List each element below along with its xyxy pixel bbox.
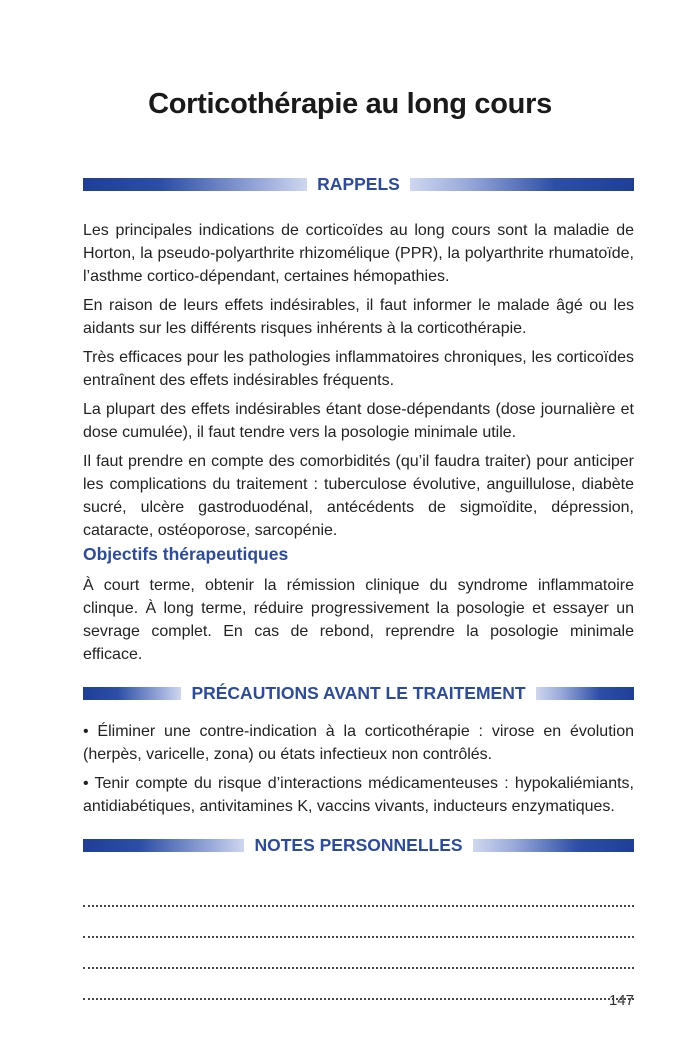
objectifs-body xyxy=(83,574,634,672)
objectifs-heading: Objectifs thérapeutiques xyxy=(83,544,289,564)
header-bar-left xyxy=(83,178,307,191)
rappels-paragraph: Les principales indications de corticoïdes au long cours sont la maladie de Horton, la pseudo-polyarthrite rhizomélique (PPR), la polyarthrite rhumatoïde, l’asthme cortico-dépendant, certaines hémopathies. xyxy=(83,222,634,285)
note-line[interactable] xyxy=(83,969,634,1000)
header-bar-right xyxy=(536,687,634,700)
section-header-notes xyxy=(83,833,634,857)
rappels-body xyxy=(83,219,634,548)
header-bar-right xyxy=(410,178,634,191)
note-line[interactable] xyxy=(83,876,634,907)
section-heading-notes: NOTES PERSONNELLES xyxy=(254,834,463,855)
note-line[interactable] xyxy=(83,907,634,938)
header-bar-left xyxy=(83,687,181,700)
section-header-rappels xyxy=(83,172,634,196)
page-number: 147 xyxy=(608,992,634,1009)
section-heading-rappels: RAPPELS xyxy=(317,173,400,194)
header-bar-right xyxy=(473,839,634,852)
rappels-paragraph: En raison de leurs effets indésirables, il faut informer le malade âgé ou les aidants sur les différents risques inhérents à la corticothérapie. xyxy=(83,297,634,337)
rappels-paragraph: Très efficaces pour les pathologies inflammatoires chroniques, les corticoïdes entraînent des effets indésirables fréquents. xyxy=(83,349,634,389)
section-heading-precautions: PRÉCAUTIONS AVANT LE TRAITEMENT xyxy=(191,682,526,703)
notes-lines xyxy=(83,876,634,1000)
objectifs-paragraph: À court terme, obtenir la rémission clinique du syndrome inflammatoire clinque. À long terme, réduire progressivement la posologie et essayer un sevrage complet. En cas de rebond, reprendre la posologie minimale efficace. xyxy=(83,577,634,663)
precautions-item: • Éliminer une contre-indication à la corticothérapie : virose en évolution (herpès, varicelle, zona) ou états infectieux non contrôlés. xyxy=(83,723,634,763)
page-title: Corticothérapie au long cours xyxy=(148,88,552,120)
section-header-precautions xyxy=(83,681,634,705)
precautions-item: • Tenir compte du risque d’interactions médicamenteuses : hypokaliémiants, antidiabétiques, antivitamines K, vaccins vivants, inducteurs enzymatiques. xyxy=(83,775,634,815)
note-line[interactable] xyxy=(83,938,634,969)
rappels-paragraph: Il faut prendre en compte des comorbidités (qu’il faudra traiter) pour anticiper les complications du traitement : tuberculose évolutive, anguillulose, diabète sucré, ulcère gastroduodénal, antécédents de sigmoïdite, dépression, cataracte, ostéoporose, sarcopénie. xyxy=(83,453,634,539)
precautions-body xyxy=(83,720,634,824)
header-bar-left xyxy=(83,839,244,852)
rappels-paragraph: La plupart des effets indésirables étant dose-dépendants (dose journalière et dose cumulée), il faut tendre vers la posologie minimale utile. xyxy=(83,401,634,441)
